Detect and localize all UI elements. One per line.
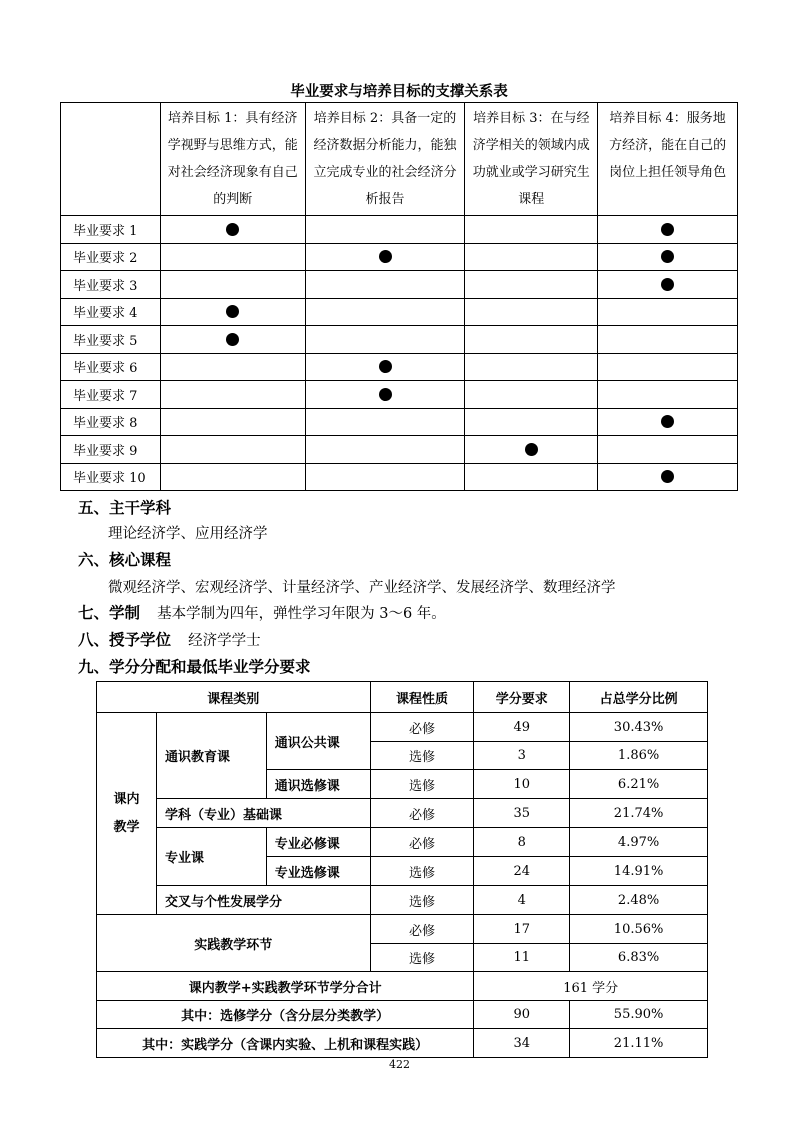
nature-cell: 必修	[370, 713, 474, 742]
support-row	[61, 243, 738, 271]
section-7-title: 七、学制	[78, 604, 141, 622]
support-dot-icon	[379, 388, 392, 401]
support-cell	[305, 463, 465, 491]
section-8-title: 八、授予学位	[78, 631, 172, 649]
objective-header: 培养目标 2：具备一定的经济数据分析能力，能独立完成专业的社会经济分析报告	[305, 103, 465, 216]
requirement-label: 毕业要求 5	[61, 326, 161, 354]
practice-total-label: 其中：实践学分（含课内实验、上机和课程实践）	[97, 1029, 474, 1058]
page-number: 422	[389, 1058, 410, 1071]
support-cell	[305, 216, 465, 244]
support-cell	[465, 353, 598, 381]
support-cell	[598, 463, 738, 491]
ratio-cell: 6.21%	[570, 770, 708, 799]
header-nature: 课程性质	[370, 682, 474, 713]
discipline-basic-label: 学科（专业）基础课	[156, 799, 370, 828]
support-cell	[465, 271, 598, 299]
support-cell	[465, 216, 598, 244]
support-cell	[465, 408, 598, 436]
support-cell	[465, 463, 598, 491]
header-credits: 学分要求	[474, 682, 570, 713]
header-category: 课程类别	[97, 682, 371, 713]
support-cell	[160, 243, 305, 271]
major-label: 专业课	[156, 828, 266, 886]
credit-cell: 10	[474, 770, 570, 799]
support-cell	[305, 298, 465, 326]
total-label: 课内教学+实践教学环节学分合计	[97, 972, 474, 1001]
support-dot-icon	[661, 470, 674, 483]
requirement-label: 毕业要求 6	[61, 353, 161, 381]
support-table-title: 毕业要求与培养目标的支撑关系表	[290, 83, 508, 100]
credit-cell: 8	[474, 828, 570, 857]
corner-cell	[61, 103, 161, 216]
major-elective-label: 专业选修课	[266, 857, 370, 886]
objective-header: 培养目标 4：服务地方经济，能在自己的岗位上担任领导角色	[598, 103, 738, 216]
requirement-label: 毕业要求 8	[61, 408, 161, 436]
support-cell	[598, 436, 738, 464]
nature-cell: 选修	[370, 886, 474, 915]
support-cell	[305, 353, 465, 381]
support-dot-icon	[226, 223, 239, 236]
credit-cell: 11	[474, 944, 570, 972]
nature-cell: 必修	[370, 799, 474, 828]
support-cell	[305, 408, 465, 436]
support-cell	[465, 436, 598, 464]
support-row	[61, 408, 738, 436]
requirement-label: 毕业要求 1	[61, 216, 161, 244]
credit-table	[96, 681, 708, 1058]
support-cell	[305, 381, 465, 409]
ratio-cell: 2.48%	[570, 886, 708, 915]
ratio-cell: 55.90%	[570, 1001, 708, 1029]
support-cell	[465, 298, 598, 326]
section-8	[78, 628, 261, 650]
support-cell	[598, 243, 738, 271]
support-cell	[305, 243, 465, 271]
nature-cell: 选修	[370, 742, 474, 770]
ratio-cell: 10.56%	[570, 915, 708, 944]
support-cell	[305, 326, 465, 354]
section-5-title: 五、主干学科	[78, 499, 172, 517]
support-dot-icon	[379, 250, 392, 263]
section-8-text: 经济学学士	[188, 633, 261, 649]
nature-cell: 必修	[370, 828, 474, 857]
support-cell	[465, 243, 598, 271]
support-cell	[160, 381, 305, 409]
requirement-label: 毕业要求 9	[61, 436, 161, 464]
requirement-label: 毕业要求 4	[61, 298, 161, 326]
support-dot-icon	[661, 223, 674, 236]
requirement-label: 毕业要求 7	[61, 381, 161, 409]
support-table	[60, 102, 738, 491]
support-table-body	[61, 216, 738, 491]
support-row	[61, 298, 738, 326]
support-cell	[160, 298, 305, 326]
credit-cell: 24	[474, 857, 570, 886]
ratio-cell: 30.43%	[570, 713, 708, 742]
support-cell	[160, 353, 305, 381]
support-dot-icon	[379, 360, 392, 373]
general-public-label: 通识公共课	[266, 713, 370, 770]
general-elective-label: 通识选修课	[266, 770, 370, 799]
section-7	[78, 601, 446, 623]
ratio-cell: 14.91%	[570, 857, 708, 886]
credit-cell: 4	[474, 886, 570, 915]
credit-cell: 90	[474, 1001, 570, 1029]
ratio-cell: 1.86%	[570, 742, 708, 770]
ratio-cell: 21.11%	[570, 1029, 708, 1058]
credit-cell: 17	[474, 915, 570, 944]
support-dot-icon	[661, 250, 674, 263]
credit-cell: 49	[474, 713, 570, 742]
section-5-text: 理论经济学、应用经济学	[108, 526, 268, 542]
support-cell	[160, 463, 305, 491]
support-dot-icon	[661, 278, 674, 291]
support-dot-icon	[226, 333, 239, 346]
support-dot-icon	[661, 415, 674, 428]
support-dot-icon	[525, 443, 538, 456]
in-class-label: 课内教学	[97, 713, 157, 915]
support-row	[61, 326, 738, 354]
support-cell	[160, 326, 305, 354]
support-cell	[598, 271, 738, 299]
support-row	[61, 381, 738, 409]
support-row	[61, 271, 738, 299]
total-value: 161 学分	[474, 972, 708, 1001]
credit-cell: 3	[474, 742, 570, 770]
requirement-label: 毕业要求 2	[61, 243, 161, 271]
support-cell	[598, 326, 738, 354]
support-cell	[160, 408, 305, 436]
support-cell	[598, 298, 738, 326]
support-cell	[598, 381, 738, 409]
major-required-label: 专业必修课	[266, 828, 370, 857]
support-dot-icon	[226, 305, 239, 318]
practice-label: 实践教学环节	[97, 915, 371, 972]
credit-cell: 34	[474, 1029, 570, 1058]
elective-total-label: 其中：选修学分（含分层分类教学）	[97, 1001, 474, 1029]
support-cell	[598, 216, 738, 244]
ratio-cell: 4.97%	[570, 828, 708, 857]
nature-cell: 选修	[370, 944, 474, 972]
credit-cell: 35	[474, 799, 570, 828]
ratio-cell: 21.74%	[570, 799, 708, 828]
ratio-cell: 6.83%	[570, 944, 708, 972]
objective-header: 培养目标 3：在与经济学相关的领域内成功就业或学习研究生课程	[465, 103, 598, 216]
support-row	[61, 436, 738, 464]
section-6-title: 六、核心课程	[78, 551, 172, 569]
support-cell	[160, 216, 305, 244]
support-cell	[160, 436, 305, 464]
general-edu-label: 通识教育课	[156, 713, 266, 799]
requirement-label: 毕业要求 10	[61, 463, 161, 491]
support-row	[61, 353, 738, 381]
nature-cell: 选修	[370, 857, 474, 886]
support-cell	[598, 408, 738, 436]
objective-header: 培养目标 1：具有经济学视野与思维方式，能对社会经济现象有自己的判断	[160, 103, 305, 216]
support-cell	[305, 436, 465, 464]
support-cell	[160, 271, 305, 299]
header-ratio: 占总学分比例	[570, 682, 708, 713]
support-cell	[465, 326, 598, 354]
support-row	[61, 216, 738, 244]
support-row	[61, 463, 738, 491]
support-cell	[598, 353, 738, 381]
requirement-label: 毕业要求 3	[61, 271, 161, 299]
support-cell	[305, 271, 465, 299]
cross-label: 交叉与个性发展学分	[156, 886, 370, 915]
section-7-text: 基本学制为四年，弹性学习年限为 3～6 年。	[157, 606, 446, 622]
nature-cell: 选修	[370, 770, 474, 799]
nature-cell: 必修	[370, 915, 474, 944]
support-cell	[465, 381, 598, 409]
section-9-title: 九、学分分配和最低毕业学分要求	[78, 658, 311, 676]
section-6-text: 微观经济学、宏观经济学、计量经济学、产业经济学、发展经济学、数理经济学	[108, 580, 616, 596]
